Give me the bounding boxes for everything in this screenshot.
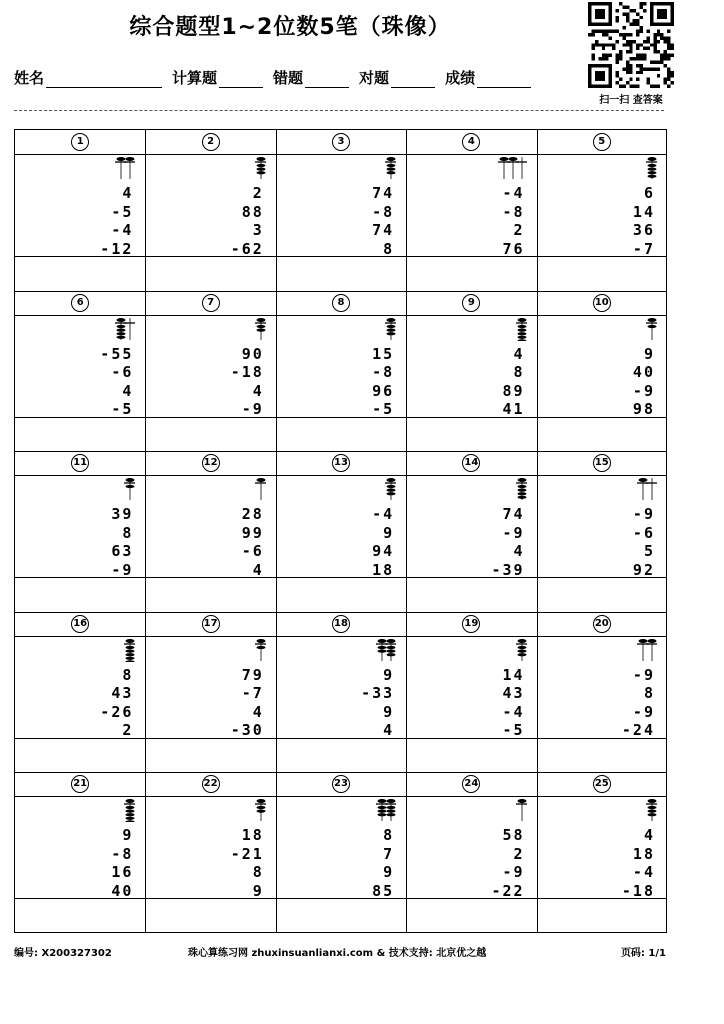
addend-line: 4: [252, 560, 264, 579]
answer-box[interactable]: [15, 740, 145, 773]
addend-line: 43: [111, 684, 134, 702]
addend-line: 9: [252, 881, 264, 900]
problem-cell: [276, 130, 406, 291]
problem-number: 6: [71, 294, 89, 312]
problem-number: 20: [593, 615, 611, 633]
addend-line: 6: [643, 184, 655, 202]
addend-line: 5: [643, 542, 655, 560]
qr-code-icon: [587, 2, 675, 88]
addend-line: -18: [230, 363, 264, 381]
addend-line: 8: [122, 523, 134, 542]
answer-box[interactable]: [406, 900, 536, 933]
addend-line: -7: [632, 239, 655, 258]
answer-box[interactable]: [537, 419, 667, 452]
problem-number: 9: [462, 294, 480, 312]
addend-line: 9: [383, 863, 395, 881]
abacus-beads-icon: [109, 317, 135, 341]
abacus-beads-icon: [379, 477, 396, 501]
addend-line: -9: [632, 381, 655, 400]
problem-numbers: [503, 666, 525, 740]
problem-number: 12: [202, 454, 220, 472]
problem-cell: [406, 772, 536, 933]
answer-box[interactable]: [276, 740, 406, 773]
problem-cell: [15, 612, 145, 773]
problem-cell: [145, 291, 275, 452]
addend-line: -22: [491, 881, 525, 900]
problem-numbers: [491, 505, 524, 579]
abacus-beads-icon: [510, 317, 527, 341]
problem-number: 2: [202, 133, 220, 151]
problem-numbers: [231, 666, 264, 740]
abacus-beads-icon: [510, 638, 527, 662]
wrong-field[interactable]: [305, 69, 349, 88]
answer-box[interactable]: [15, 900, 145, 933]
problem-number: 23: [332, 775, 350, 793]
addend-line: 58: [502, 826, 525, 844]
wrong-label: 错题: [273, 69, 304, 87]
problem-number: 18: [332, 615, 350, 633]
problem-number: 25: [593, 775, 611, 793]
addend-line: 4: [252, 381, 264, 400]
addend-line: -8: [502, 202, 525, 221]
problem-number: 1: [71, 133, 89, 151]
problem-cell: [276, 451, 406, 612]
addend-line: -18: [621, 881, 655, 900]
abacus-beads-icon: [118, 477, 135, 501]
problem-numbers: [622, 826, 655, 900]
addend-line: 9: [383, 702, 395, 721]
problem-cell: [537, 772, 667, 933]
problem-cell: [145, 612, 275, 773]
problem-numbers: [100, 184, 133, 258]
addend-line: 14: [502, 665, 525, 684]
addend-line: -26: [100, 702, 134, 721]
problem-number: 21: [71, 775, 89, 793]
addend-line: 3: [252, 221, 264, 239]
addend-line: 4: [513, 344, 525, 363]
addend-line: -8: [372, 363, 395, 381]
addend-line: 43: [502, 684, 525, 702]
addend-line: -6: [241, 542, 264, 560]
abacus-beads-icon: [249, 638, 266, 662]
problem-number: 14: [462, 454, 480, 472]
addend-line: 2: [252, 184, 264, 202]
addend-line: 36: [632, 221, 655, 239]
addend-line: -4: [502, 702, 525, 721]
addend-line: 40: [632, 363, 655, 381]
abacus-beads-icon: [118, 638, 135, 662]
abacus-beads-icon: [249, 317, 266, 341]
addend-line: -9: [502, 863, 525, 881]
computed-field[interactable]: [219, 69, 263, 88]
addend-line: -4: [502, 184, 525, 202]
problem-row: [15, 130, 666, 291]
problem-number: 16: [71, 615, 89, 633]
problem-number: 3: [332, 133, 350, 151]
problem-number: 22: [202, 775, 220, 793]
qr-caption: 扫一扫 查答案: [599, 95, 663, 106]
addend-line: -4: [111, 221, 134, 239]
problem-numbers: [633, 184, 655, 258]
problem-number: 5: [593, 133, 611, 151]
answer-box[interactable]: [406, 740, 536, 773]
addend-line: 4: [643, 826, 655, 844]
addend-line: 9: [383, 523, 395, 542]
addend-line: 74: [372, 221, 395, 239]
answer-box[interactable]: [276, 258, 406, 291]
answer-box[interactable]: [145, 740, 275, 773]
problem-numbers: [503, 184, 525, 258]
problem-number: 17: [202, 615, 220, 633]
addend-line: 98: [632, 400, 655, 418]
addend-line: 90: [241, 344, 264, 363]
answer-box[interactable]: [406, 579, 536, 612]
problem-row: [15, 451, 666, 612]
problem-numbers: [242, 505, 264, 579]
answer-box[interactable]: [15, 579, 145, 612]
problem-row: [15, 612, 666, 773]
abacus-beads-icon: [631, 638, 657, 662]
abacus-beads-icon: [109, 156, 135, 180]
answer-box[interactable]: [537, 900, 667, 933]
problem-numbers: [231, 184, 264, 258]
abacus-beads-icon: [379, 317, 396, 341]
addend-line: 4: [122, 381, 134, 400]
addend-line: -24: [621, 721, 655, 739]
right-label: 对题: [359, 69, 390, 87]
answer-box[interactable]: [145, 258, 275, 291]
addend-line: 15: [372, 344, 395, 363]
problem-numbers: [231, 345, 264, 419]
abacus-beads-icon: [510, 477, 527, 501]
abacus-beads-icon: [249, 798, 266, 822]
addend-line: 2: [513, 221, 525, 239]
answer-box[interactable]: [537, 740, 667, 773]
answer-box[interactable]: [276, 579, 406, 612]
abacus-beads-icon: [640, 156, 657, 180]
addend-line: 85: [372, 881, 395, 900]
addend-line: -7: [241, 684, 264, 702]
answer-box[interactable]: [537, 579, 667, 612]
problem-numbers: [100, 666, 133, 740]
addend-line: 7: [383, 844, 395, 863]
addend-line: -5: [111, 400, 134, 418]
problem-grid: [14, 129, 667, 933]
problem-numbers: [372, 505, 394, 579]
problem-cell: [276, 612, 406, 773]
answer-box[interactable]: [145, 419, 275, 452]
score-label: 成绩: [445, 69, 476, 87]
problem-number: 7: [202, 294, 220, 312]
addend-line: 8: [383, 826, 395, 844]
addend-line: 28: [241, 505, 264, 523]
right-field[interactable]: [391, 69, 435, 88]
addend-line: 4: [252, 702, 264, 721]
addend-line: -8: [372, 202, 395, 221]
problem-number: 11: [71, 454, 89, 472]
addend-line: 2: [122, 721, 134, 739]
addend-line: -39: [491, 560, 525, 579]
footer-site: 珠心算练习网 zhuxinsuanlianxi.com & 技术支持: 北京优之越: [188, 948, 487, 959]
addend-line: -9: [502, 523, 525, 542]
answer-box[interactable]: [276, 900, 406, 933]
addend-line: -30: [230, 721, 264, 739]
addend-line: -5: [111, 202, 134, 221]
answer-box[interactable]: [145, 579, 275, 612]
addend-line: 96: [372, 381, 395, 400]
addend-line: -5: [372, 400, 395, 418]
problem-cell: [537, 291, 667, 452]
problem-cell: [276, 291, 406, 452]
problem-cell: [537, 612, 667, 773]
problem-number: 8: [332, 294, 350, 312]
problem-numbers: [633, 345, 655, 419]
page-title: 综合题型1~2位数5笔（珠像）: [129, 15, 451, 40]
addend-line: 8: [122, 665, 134, 684]
addend-line: 9: [643, 344, 655, 363]
addend-line: 88: [241, 202, 264, 221]
problem-number: 10: [593, 294, 611, 312]
answer-box[interactable]: [15, 419, 145, 452]
abacus-beads-icon: [510, 798, 527, 822]
problem-numbers: [503, 345, 525, 419]
addend-line: 94: [372, 542, 395, 560]
addend-line: -55: [100, 344, 134, 363]
addend-line: 9: [122, 826, 134, 844]
addend-line: 41: [502, 400, 525, 418]
problem-number: 15: [593, 454, 611, 472]
addend-line: -4: [632, 863, 655, 881]
problem-cell: [145, 772, 275, 933]
problem-numbers: [622, 666, 655, 740]
problem-number: 24: [462, 775, 480, 793]
problem-cell: [406, 451, 536, 612]
addend-line: 79: [241, 665, 264, 684]
addend-line: -9: [632, 505, 655, 523]
problem-number: 4: [462, 133, 480, 151]
student-info-row: [14, 67, 584, 88]
answer-box[interactable]: [276, 419, 406, 452]
abacus-beads-icon: [370, 798, 396, 822]
answer-box[interactable]: [145, 900, 275, 933]
problem-row: [15, 291, 666, 452]
addend-line: 40: [111, 881, 134, 900]
addend-line: -33: [361, 684, 395, 702]
addend-line: 4: [122, 184, 134, 202]
problem-numbers: [491, 826, 524, 900]
footer-page: 页码: 1/1: [620, 948, 666, 959]
addend-line: 2: [513, 844, 525, 863]
name-label: 姓名: [14, 69, 45, 87]
problem-cell: [537, 130, 667, 291]
problem-numbers: [372, 826, 394, 900]
problem-numbers: [633, 505, 655, 579]
abacus-beads-icon: [640, 798, 657, 822]
addend-line: 4: [513, 542, 525, 560]
answer-box[interactable]: [406, 419, 536, 452]
footer-code: 编号: X200327302: [14, 948, 112, 959]
problem-number: 19: [462, 615, 480, 633]
abacus-beads-icon: [492, 156, 527, 180]
abacus-beads-icon: [249, 477, 266, 501]
addend-line: 8: [252, 863, 264, 881]
problem-cell: [406, 130, 536, 291]
addend-line: 14: [632, 202, 655, 221]
addend-line: 8: [513, 363, 525, 381]
problem-number: 13: [332, 454, 350, 472]
answer-box[interactable]: [537, 258, 667, 291]
problem-cell: [145, 130, 275, 291]
abacus-beads-icon: [640, 317, 657, 341]
problem-cell: [276, 772, 406, 933]
problem-numbers: [372, 345, 394, 419]
problem-cell: [537, 451, 667, 612]
cut-line: [14, 110, 664, 111]
addend-line: 99: [241, 523, 264, 542]
addend-line: 63: [111, 542, 134, 560]
score-field[interactable]: [477, 69, 531, 88]
problem-numbers: [100, 345, 133, 419]
addend-line: 16: [111, 863, 134, 881]
addend-line: 18: [632, 844, 655, 863]
problem-cell: [15, 291, 145, 452]
addend-line: -5: [502, 721, 525, 739]
answer-box[interactable]: [15, 258, 145, 291]
problem-numbers: [361, 666, 394, 740]
problem-row: [15, 772, 666, 933]
addend-line: -62: [230, 239, 264, 258]
addend-line: -9: [632, 665, 655, 684]
abacus-beads-icon: [249, 156, 266, 180]
abacus-beads-icon: [379, 156, 396, 180]
problem-cell: [15, 451, 145, 612]
addend-line: 92: [632, 560, 655, 579]
problem-cell: [15, 772, 145, 933]
name-field[interactable]: [46, 69, 162, 88]
addend-line: -9: [632, 702, 655, 721]
addend-line: 18: [241, 826, 264, 844]
addend-line: 18: [372, 560, 395, 579]
addend-line: -6: [111, 363, 134, 381]
addend-line: 9: [383, 665, 395, 684]
abacus-beads-icon: [631, 477, 657, 501]
addend-line: -12: [100, 239, 134, 258]
addend-line: -8: [111, 844, 134, 863]
computed-label: 计算题: [172, 69, 218, 87]
addend-line: 74: [372, 184, 395, 202]
addend-line: -21: [230, 844, 264, 863]
addend-line: 8: [643, 684, 655, 702]
problem-cell: [145, 451, 275, 612]
addend-line: -9: [241, 400, 264, 418]
problem-numbers: [231, 826, 264, 900]
addend-line: 76: [502, 239, 525, 258]
abacus-beads-icon: [118, 798, 135, 822]
addend-line: -6: [632, 523, 655, 542]
addend-line: 4: [383, 721, 395, 739]
problem-numbers: [372, 184, 394, 258]
problem-cell: [406, 612, 536, 773]
problem-numbers: [111, 505, 133, 579]
addend-line: 74: [502, 505, 525, 523]
addend-line: 8: [383, 239, 395, 258]
abacus-beads-icon: [370, 638, 396, 662]
addend-line: 39: [111, 505, 134, 523]
addend-line: -4: [372, 505, 395, 523]
problem-numbers: [111, 826, 133, 900]
answer-box[interactable]: [406, 258, 536, 291]
problem-cell: [406, 291, 536, 452]
addend-line: -9: [111, 560, 134, 579]
problem-cell: [15, 130, 145, 291]
addend-line: 89: [502, 381, 525, 400]
